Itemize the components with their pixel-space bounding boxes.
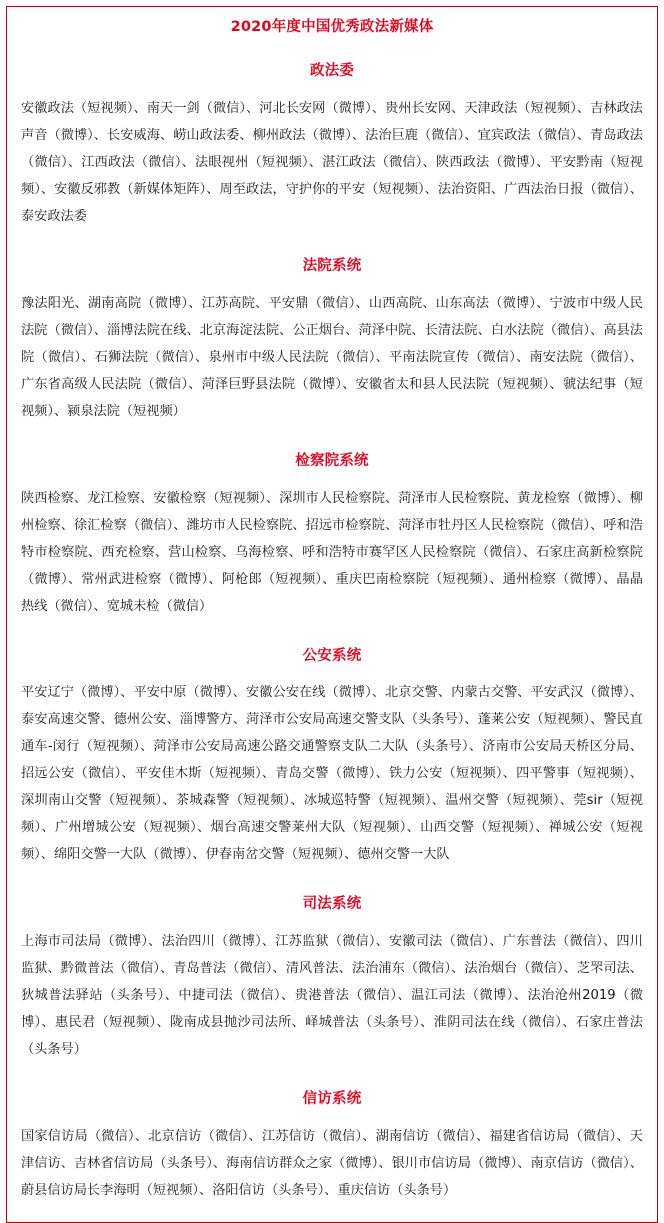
section-heading: 政法委 <box>309 63 355 80</box>
frame-bottom-spacer <box>7 1218 657 1222</box>
section-jianchayuan <box>7 439 657 634</box>
section-body: 安徽政法（短视频）、南天一剑（微信）、河北长安网（微博）、贵州长安网、天津政法（短视频）、吉林政法声音（微博）、长安威海、崂山政法委、柳州政法（微博）、法治巨鹿（微信）、宜宾政法（微信）、青岛政法（微信）、江西政法（微信）、法眼视州（短视频）、湛江政法（微信）、陕西政法（微博）、平安黔南（短视频）、安徽反邪教（新媒体矩阵）、周至政法，守护你的平安（短视频）、法治资阳、广西法治日报（微信）、泰安政法委 <box>21 101 643 225</box>
section-body: 国家信访局（微信）、北京信访（微信）、江苏信访（微信）、湖南信访（微信）、福建省信访局（微信）、天津信访、吉林省信访局（头条号）、海南信访群众之家（微博）、银川市信访局（微博）、南京信访（微信）、蔚县信访局长李海明（短视频）、洛阳信访（头条号）、重庆信访（头条号） <box>21 1128 643 1198</box>
section-body: 豫法阳光、湖南高院（微博）、江苏高院、平安鼎（微信）、山西高院、山东高法（微博）、宁波市中级人民法院（微信）、淄博法院在线、北京海淀法院、公正烟台、菏泽中院、长清法院、白水法院（微信）、高县法院（微信）、石狮法院（微信）、泉州市中级人民法院（微信）、平南法院宣传（微信）、南安法院（微信）、广东省高级人民法院（微信）、菏泽巨野县法院（微博）、安徽省太和县人民法院（短视频）、虢法纪事（短视频）、颍泉法院（短视频） <box>21 295 643 419</box>
document-page <box>0 6 664 1223</box>
section-heading: 法院系统 <box>302 258 362 275</box>
section-zhengfawei <box>7 49 657 244</box>
section-heading: 检察院系统 <box>295 452 369 469</box>
section-body: 上海市司法局（微博）、法治四川（微博）、江苏监狱（微信）、安徽司法（微信）、广东普法（微信）、四川监狱、黔微普法（微信）、青岛普法（微信）、清风普法、法治浦东（微信）、法治烟台（微信）、芝罘司法、狄城普法驿站（头条号）、中捷司法（微信）、贵港普法（微信）、温江司法（微博）、法治沧州2019（微博）、惠民君（短视频）、陇南成县抛沙司法所、峄城普法（头条号）、淮阴司法在线（微信）、石家庄普法（头条号） <box>21 934 643 1058</box>
section-heading: 信访系统 <box>302 1091 362 1108</box>
section-body: 陕西检察、龙江检察、安徽检察（短视频）、深圳市人民检察院、菏泽市人民检察院、黄龙检察（微博）、柳州检察、徐汇检察（微信）、潍坊市人民检察院、招远市检察院、菏泽市牡丹区人民检察院（微信）、呼和浩特市检察院、西充检察、营山检察、乌海检察、呼和浩特市赛罕区人民检察院（微信）、石家庄高新检察院（微博）、常州武进检察（微博）、阿枪郎（短视频）、重庆巴南检察院（短视频）、通州检察（微博）、晶晶热线（微信）、宽城未检（微信） <box>21 490 643 614</box>
section-sifa <box>7 882 657 1077</box>
document-frame <box>6 6 658 1223</box>
section-heading: 司法系统 <box>302 896 362 913</box>
page-title: 2020年度中国优秀政法新媒体 <box>230 19 434 35</box>
section-xinfang <box>7 1077 657 1218</box>
section-fayuan <box>7 244 657 439</box>
section-body: 平安辽宁（微博）、平安中原（微博）、安徽公安在线（微博）、北京交警、内蒙古交警、平安武汉（微博）、泰安高速交警、德州公安、淄博警方、菏泽市公安局高速交警支队（头条号）、蓬莱公安（短视频）、警民直通车-闵行（短视频）、菏泽市公安局高速公路交通警察支队二大队（头条号）、济南市公安局天桥区分局、招远公安（微信）、平安佳木斯（短视频）、青岛交警（微博）、铁力公安（短视频）、四平警事（短视频）、深圳南山交警（短视频）、茶城森警（短视频）、冰城巡特警（短视频）、温州交警（短视频）、莞sir（短视频）、广州增城公安（短视频）、烟台高速交警莱州大队（短视频）、山西交警（短视频）、禅城公安（短视频）、绵阳交警一大队（微博）、伊春南岔交警（短视频）、德州交警一大队 <box>21 685 643 863</box>
section-heading: 公安系统 <box>302 647 362 664</box>
section-gongan <box>7 634 657 883</box>
